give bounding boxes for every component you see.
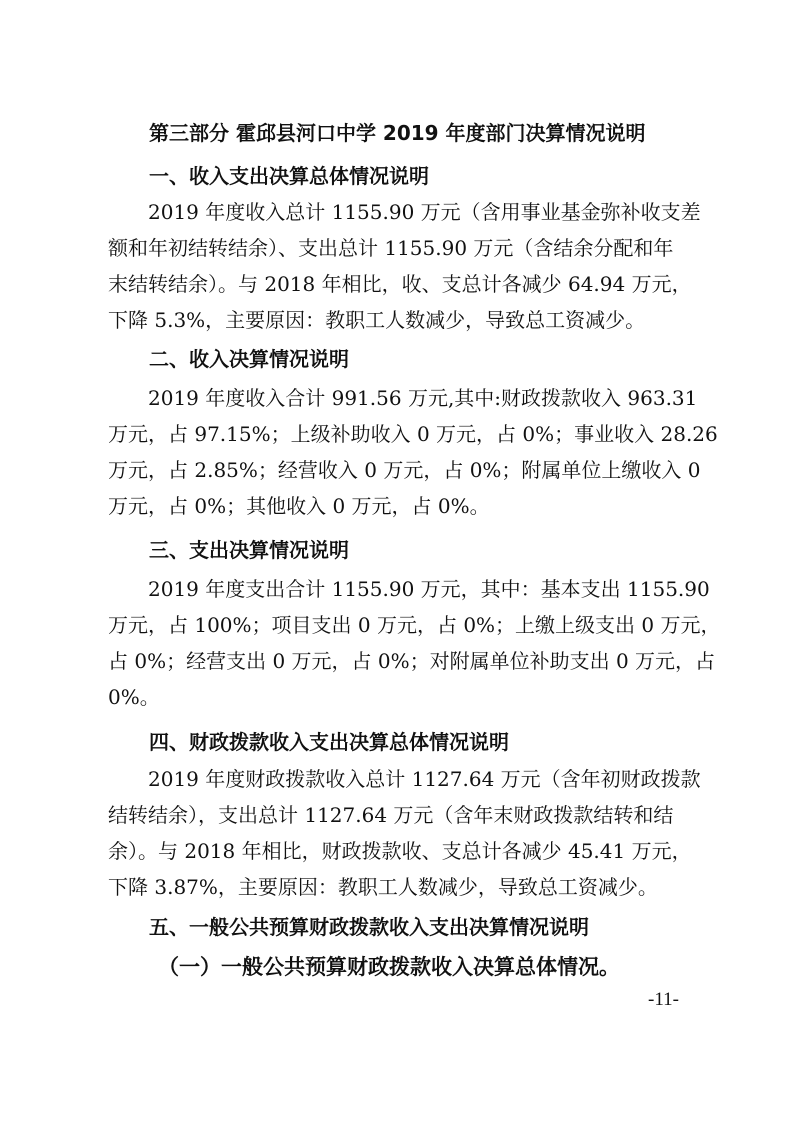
page-number: -11- xyxy=(648,989,679,1010)
sub-heading: （一）一般公共预算财政拨款收入决算总体情况。 xyxy=(158,954,620,979)
page-title: 第三部分 霍邱县河口中学 2019 年度部门决算情况说明 xyxy=(149,121,646,145)
section-heading-2: 二、收入决算情况说明 xyxy=(149,347,349,371)
section-heading-5: 五、一般公共预算财政拨款收入支出决算情况说明 xyxy=(149,915,589,939)
paragraph-line: 余）。与 2018 年相比，财政拨款收、支总计各减少 45.41 万元， xyxy=(108,839,692,863)
section-heading-4: 四、财政拨款收入支出决算总体情况说明 xyxy=(149,730,509,754)
paragraph-line: 下降 5.3%，主要原因：教职工人数减少，导致总工资减少。 xyxy=(108,308,646,332)
paragraph-line: 万元，占 100%；项目支出 0 万元，占 0%；上缴上级支出 0 万元， xyxy=(108,613,721,637)
section-paragraph-2 xyxy=(108,380,718,524)
paragraph-line: 2019 年度财政拨款收入总计 1127.64 万元（含年初财政拨款 xyxy=(148,767,701,791)
section-paragraph-4 xyxy=(108,761,701,905)
paragraph-line: 2019 年度支出合计 1155.90 万元，其中：基本支出 1155.90 xyxy=(148,577,710,601)
paragraph-line: 末结转结余）。与 2018 年相比，收、支总计各减少 64.94 万元， xyxy=(108,272,692,296)
section-paragraph-3 xyxy=(108,571,721,715)
paragraph-line: 额和年初结转结余）、支出总计 1155.90 万元（含结余分配和年 xyxy=(108,236,674,260)
section-heading-1: 一、收入支出决算总体情况说明 xyxy=(149,164,429,188)
paragraph-line: 下降 3.87%，主要原因：教职工人数减少，导致总工资减少。 xyxy=(108,875,658,899)
paragraph-line: 2019 年度收入总计 1155.90 万元（含用事业基金弥补收支差 xyxy=(148,200,701,224)
section-heading-3: 三、支出决算情况说明 xyxy=(149,538,349,562)
paragraph-line: 万元，占 2.85%；经营收入 0 万元，占 0%；附属单位上缴收入 0 xyxy=(108,458,701,482)
paragraph-line: 2019 年度收入合计 991.56 万元,其中:财政拨款收入 963.31 xyxy=(148,386,698,410)
section-paragraph-1 xyxy=(108,194,701,338)
paragraph-line: 0%。 xyxy=(108,685,160,709)
paragraph-line: 万元，占 97.15%；上级补助收入 0 万元，占 0%；事业收入 28.26 xyxy=(108,422,718,446)
paragraph-line: 万元，占 0%；其他收入 0 万元，占 0%。 xyxy=(108,494,490,518)
paragraph-line: 占 0%；经营支出 0 万元，占 0%；对附属单位补助支出 0 万元，占 xyxy=(108,649,716,673)
paragraph-line: 结转结余），支出总计 1127.64 万元（含年末财政拨款结转和结 xyxy=(108,803,674,827)
